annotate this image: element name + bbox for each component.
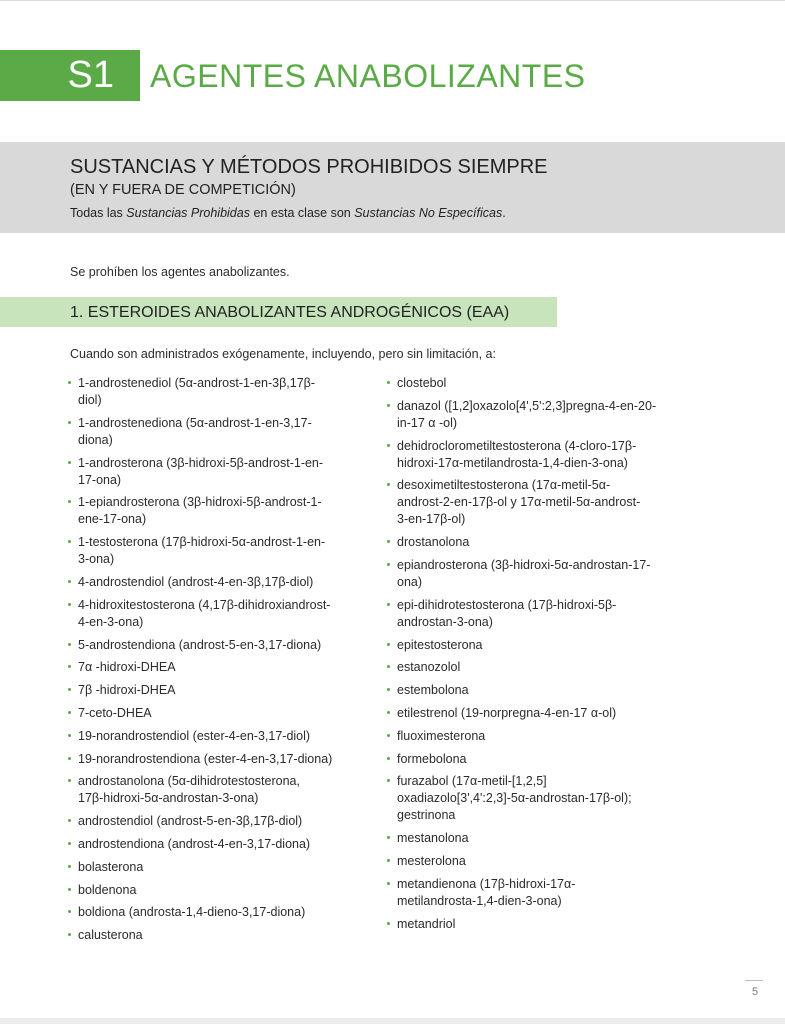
list-item <box>68 705 368 722</box>
list-item <box>68 773 368 807</box>
bullet-dot-icon <box>387 643 390 646</box>
section-title: AGENTES ANABOLIZANTES <box>150 58 586 94</box>
band-note-em-prohibited: Sustancias Prohibidas <box>126 206 250 220</box>
bullet-dot-icon <box>68 580 71 583</box>
list-item-text: clostebol <box>397 376 447 390</box>
list-item <box>387 438 677 472</box>
substance-list-right <box>387 375 677 938</box>
bullet-dot-icon <box>68 643 71 646</box>
bullet-dot-icon <box>387 734 390 737</box>
list-item-text: 1-androsterona (3β-hidroxi-5β-androst-1-en- 17-ona) <box>78 455 324 487</box>
subsection-title: 1. ESTEROIDES ANABOLIZANTES ANDROGÉNICOS (EAA) <box>70 304 510 321</box>
bullet-dot-icon <box>387 404 390 407</box>
list-item-text: 1-androstenediona (5α-androst-1-en-3,17- diona) <box>78 415 312 447</box>
bullet-dot-icon <box>387 483 390 486</box>
list-item-text: 1-androstenediol (5α-androst-1-en-3β,17β- diol) <box>78 376 316 407</box>
list-item <box>68 637 368 654</box>
list-item <box>387 534 677 551</box>
substance-list-left <box>68 375 368 950</box>
list-item-text: 4-hidroxitestosterona (4,17β-dihidroxiandrost- 4-en-3-ona) <box>78 597 331 629</box>
list-item <box>387 830 677 847</box>
section-header <box>0 50 785 101</box>
list-item <box>68 813 368 830</box>
bullet-dot-icon <box>387 711 390 714</box>
bullet-dot-icon <box>387 444 390 447</box>
subsection-bar <box>0 297 557 327</box>
list-item-text: metandienona (17β-hidroxi-17α- metilandrosta-1,4-dien-3-ona) <box>397 876 576 908</box>
list-item-text: dehidroclorometiltestosterona (4-cloro-17β- hidroxi-17α-metilandrosta-1,4-dien-3-ona) <box>397 438 637 470</box>
list-item <box>387 682 677 699</box>
band-note-suffix: . <box>502 206 506 220</box>
list-item-text: fluoximesterona <box>397 728 486 743</box>
list-item-text: 7-ceto-DHEA <box>78 705 152 720</box>
list-item <box>68 904 368 921</box>
bullet-dot-icon <box>68 461 71 464</box>
bullet-dot-icon <box>68 688 71 691</box>
list-item-text: metandriol <box>397 916 456 931</box>
bullet-dot-icon <box>387 836 390 839</box>
list-item <box>387 853 677 870</box>
list-item-text: furazabol (17α-metil-[1,2,5] oxadiazolo[3',4':2,3]-5α-androstan-17β-ol); gestrinona <box>397 774 632 823</box>
bullet-dot-icon <box>68 711 71 714</box>
list-item <box>387 477 677 528</box>
band-note-mid: en esta clase son <box>249 206 355 220</box>
list-item <box>387 705 677 722</box>
list-item <box>387 637 677 654</box>
list-item <box>387 916 677 933</box>
list-item <box>387 375 677 392</box>
band-note-em-non-specific: Sustancias No Específicas <box>354 206 503 220</box>
list-item-text: mesterolona <box>397 853 466 868</box>
section-code-badge: S1 <box>0 50 140 101</box>
list-item-text: boldiona (androsta-1,4-dieno-3,17-diona) <box>78 905 306 920</box>
list-item-text: 4-androstendiol (androst-4-en-3β,17β-diol) <box>78 574 314 589</box>
list-item <box>68 882 368 899</box>
list-item-text: mestanolona <box>397 831 469 846</box>
list-item-text: 5-androstendiona (androst-5-en-3,17-diona) <box>78 637 322 652</box>
list-item <box>68 927 368 944</box>
list-item-text: bolasterona <box>78 859 144 874</box>
bullet-dot-icon <box>68 819 71 822</box>
bullet-dot-icon <box>68 381 71 384</box>
bullet-dot-icon <box>68 933 71 936</box>
list-item-text: epiandrosterona (3β-hidroxi-5α-androstan-17- ona) <box>397 557 651 589</box>
list-item <box>387 557 677 591</box>
bullet-dot-icon <box>68 842 71 845</box>
list-item-text: epi-dihidrotestosterona (17β-hidroxi-5β- androstan-3-ona) <box>397 597 617 629</box>
list-item-text: drostanolona <box>397 535 470 550</box>
list-item <box>68 494 368 528</box>
bullet-dot-icon <box>387 779 390 782</box>
band-subtitle: (EN Y FUERA DE COMPETICIÓN) <box>70 182 296 198</box>
bullet-dot-icon <box>68 888 71 891</box>
list-item-text: androstanolona (5α-dihidrotestosterona, 17β-hidroxi-5α-androstan-3-ona) <box>78 774 300 806</box>
list-item <box>68 534 368 568</box>
list-item <box>387 728 677 745</box>
bullet-dot-icon <box>387 665 390 668</box>
list-item <box>68 415 368 449</box>
list-item <box>387 659 677 676</box>
bullet-dot-icon <box>68 757 71 760</box>
list-item-text: formebolona <box>397 751 467 766</box>
bullet-dot-icon <box>68 603 71 606</box>
bullet-dot-icon <box>387 540 390 543</box>
list-item-text: epitestosterona <box>397 637 483 652</box>
list-item-text: androstendiol (androst-5-en-3β,17β-diol) <box>78 814 303 829</box>
list-item-text: 7β -hidroxi-DHEA <box>78 683 176 698</box>
bullet-dot-icon <box>387 859 390 862</box>
list-item <box>68 728 368 745</box>
list-item <box>387 597 677 631</box>
list-item <box>387 398 677 432</box>
bullet-dot-icon <box>387 603 390 606</box>
list-item-text: 19-norandrostendiol (ester-4-en-3,17-diol) <box>78 728 311 743</box>
list-item-text: 1-epiandrosterona (3β-hidroxi-5β-androst-1- ene-17-ona) <box>78 495 322 527</box>
bullet-dot-icon <box>387 563 390 566</box>
bullet-dot-icon <box>387 381 390 384</box>
intro-paragraph: Se prohíben los agentes anabolizantes. <box>70 265 290 279</box>
list-item-text: etilestrenol (19-norpregna-4-en-17 α-ol) <box>397 705 617 720</box>
list-item <box>68 375 368 409</box>
list-item <box>68 659 368 676</box>
list-item <box>68 751 368 768</box>
list-item <box>387 773 677 824</box>
list-item <box>68 836 368 853</box>
list-item-text: boldenona <box>78 882 137 897</box>
list-item <box>68 682 368 699</box>
bullet-dot-icon <box>68 779 71 782</box>
bullet-dot-icon <box>68 865 71 868</box>
band-note-prefix: Todas las <box>70 206 127 220</box>
list-item <box>68 859 368 876</box>
bullet-dot-icon <box>68 665 71 668</box>
band-note <box>70 206 506 220</box>
list-lead-text: Cuando son administrados exógenamente, incluyendo, pero sin limitación, a: <box>70 347 496 361</box>
list-item <box>387 876 677 910</box>
list-item-text: 19-norandrostendiona (ester-4-en-3,17-diona) <box>78 751 333 766</box>
page-number: 5 <box>752 986 759 998</box>
band-title: SUSTANCIAS Y MÉTODOS PROHIBIDOS SIEMPRE <box>70 156 548 178</box>
list-item-text: estembolona <box>397 683 469 698</box>
list-item-text: estanozolol <box>397 660 461 675</box>
list-item-text: desoximetiltestosterona (17α-metil-5α- androst-2-en-17β-ol y 17α-metil-5α-androst- 3-en-17β-ol) <box>397 478 641 527</box>
bullet-dot-icon <box>68 421 71 424</box>
bullet-dot-icon <box>387 757 390 760</box>
list-item <box>68 597 368 631</box>
list-item <box>68 574 368 591</box>
list-item-text: 1-testosterona (17β-hidroxi-5α-androst-1-en- 3-ona) <box>78 535 326 567</box>
bullet-dot-icon <box>68 500 71 503</box>
list-item-text: androstendiona (androst-4-en-3,17-diona) <box>78 836 311 851</box>
bullet-dot-icon <box>68 910 71 913</box>
list-item-text: danazol ([1,2]oxazolo[4',5':2,3]pregna-4-en-20- in-17 α -ol) <box>397 398 657 430</box>
list-item-text: 7α -hidroxi-DHEA <box>78 660 176 675</box>
bullet-dot-icon <box>68 734 71 737</box>
list-item <box>68 455 368 489</box>
page-number-rule <box>745 980 763 981</box>
bullet-dot-icon <box>387 922 390 925</box>
bullet-dot-icon <box>387 882 390 885</box>
bullet-dot-icon <box>68 540 71 543</box>
status-band <box>0 142 785 233</box>
list-item-text: calusterona <box>78 928 143 943</box>
list-item <box>387 751 677 768</box>
bullet-dot-icon <box>387 688 390 691</box>
